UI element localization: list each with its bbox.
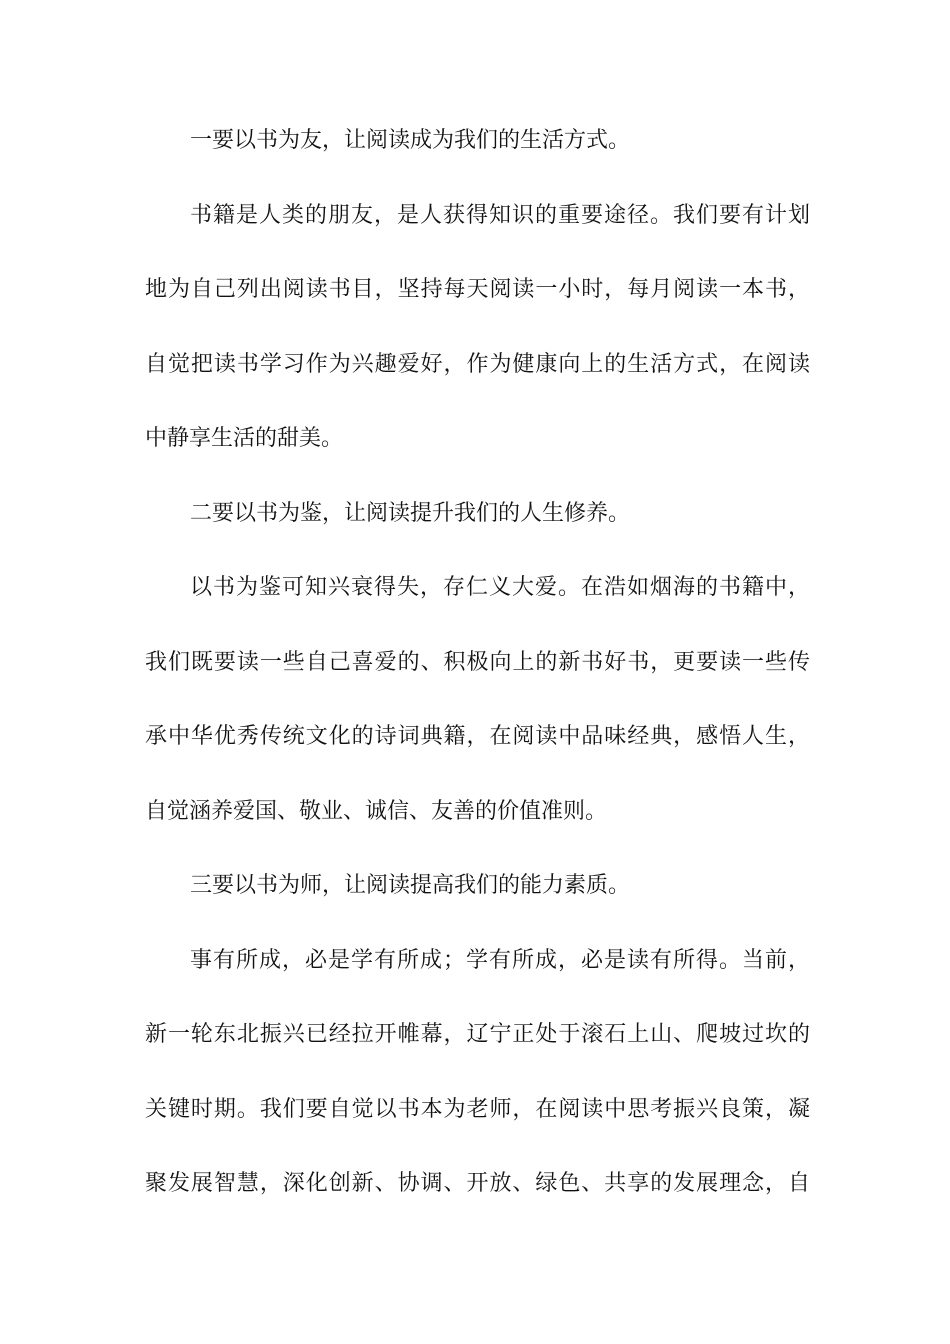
paragraph-line: 以书为鉴可知兴衰得失，存仁义大爱。在浩如烟海的书籍中， — [190, 575, 810, 600]
paragraph-line: 关键时期。我们要自觉以书本为老师，在阅读中思考振兴良策，凝 — [145, 1096, 810, 1122]
paragraph-line: 中静享生活的甜美。 — [145, 426, 344, 451]
paragraph-line: 自觉把读书学习作为兴趣爱好，作为健康向上的生活方式，在阅读 — [145, 351, 810, 377]
paragraph-line: 我们既要读一些自己喜爱的、积极向上的新书好书，更要读一些传 — [145, 649, 810, 675]
paragraph-line: 地为自己列出阅读书目，坚持每天阅读一小时，每月阅读一本书， — [145, 277, 810, 302]
paragraph-line: 新一轮东北振兴已经拉开帷幕，辽宁正处于滚石上山、爬坡过坎的 — [145, 1022, 810, 1047]
paragraph-line: 自觉涵养爱国、敬业、诚信、友善的价值准则。 — [145, 798, 608, 824]
paragraph-line: 事有所成，必是学有所成；学有所成，必是读有所得。当前， — [190, 947, 810, 973]
section-heading-2: 二要以书为鉴，让阅读提升我们的人生修养。 — [190, 500, 631, 526]
paragraph-line: 承中华优秀传统文化的诗词典籍，在阅读中品味经典，感悟人生， — [145, 724, 810, 749]
section-heading-1: 一要以书为友，让阅读成为我们的生活方式。 — [190, 128, 631, 153]
section-heading-3: 三要以书为师，让阅读提高我们的能力素质。 — [190, 873, 631, 898]
paragraph-line: 聚发展智慧，深化创新、协调、开放、绿色、共享的发展理念，自 — [145, 1171, 810, 1196]
paragraph-line: 书籍是人类的朋友，是人获得知识的重要途径。我们要有计划 — [190, 202, 810, 228]
body-text — [145, 130, 810, 1248]
